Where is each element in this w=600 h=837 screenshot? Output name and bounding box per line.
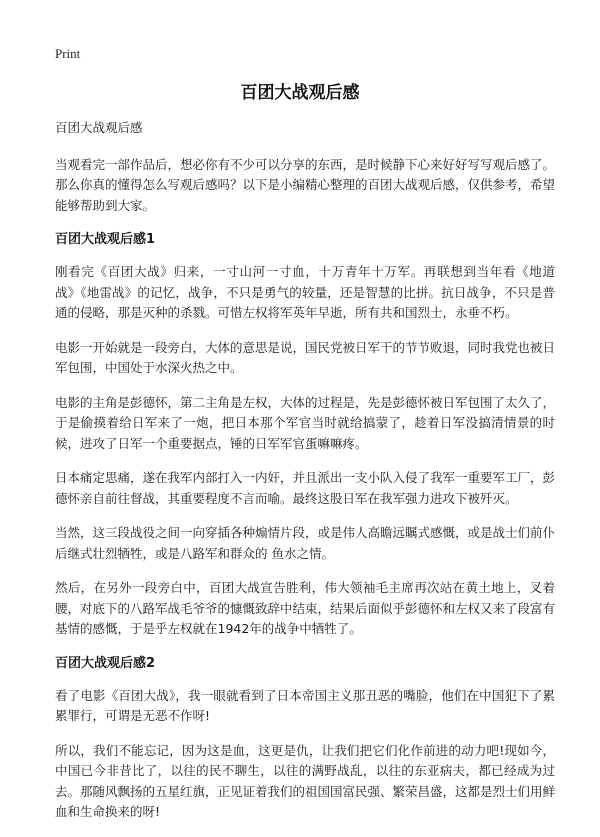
section-1-paragraph-6: 然后，在另外一段旁白中，百团大战宣告胜利，伟大领袖毛主席再次站在黄土地上，叉着腰，对底下的八路军战毛爷爷的慷慨致辞中结束，结果后面似乎彭德怀和左权又来了段富有基情的感慨，于是乎左权就在1942年的战争中牺牲了。 xyxy=(55,580,556,636)
section-1-paragraph-5: 当然，这三段战役之间一向穿插各种煽情片段，或是伟人高瞻远瞩式感慨，或是战士们前仆后继式壮烈牺牲，或是八路军和群众的 鱼水之情。 xyxy=(55,525,556,561)
section-heading-2: 百团大战观后感2 xyxy=(55,655,156,671)
section-heading-1: 百团大战观后感1 xyxy=(55,232,156,247)
section-2-paragraph-2: 所以，我们不能忘记，因为这是血，这更是仇，让我们把它们化作前进的动力吧!现如今，中国已今非昔比了，以往的民不聊生，以往的满野战乱，以往的东亚病夫，都已经成为过去。那随风飘扬的五星红旗，正见证着我们的祖国国富民强、繁荣昌盛，这都是烈士们用鲜血和生命换来的呀! xyxy=(55,742,556,819)
article-subtitle: 百团大战观后感 xyxy=(55,120,143,135)
intro-paragraph: 当观看完一部作品后，想必你有不少可以分享的东西，是时候静下心来好好写写观后感了。那么你真的懂得怎么写观后感吗？以下是小编精心整理的百团大战观后感，仅供参考，希望能够帮助到大家。 xyxy=(55,156,556,213)
article-body xyxy=(55,118,555,837)
page-title: 百团大战观后感 xyxy=(240,83,360,103)
section-2-paragraph-1: 看了电影《百团大战》，我一眼就看到了日本帝国主义那丑恶的嘴脸，他们在中国犯下了累累罪行，可谓是无恶不作呀! xyxy=(55,687,555,723)
section-1-paragraph-3: 电影的主角是彭德怀，第二主角是左权，大体的过程是，先是彭德怀被日军包围了太久了，于是偷摸着给日军来了一炮，把日本那个军官当时就给搞蒙了，趁着日军没搞清情景的时候，进攻了日军一个重要据点，锤的日军军官蛋嘛嘛疼。 xyxy=(55,394,556,451)
section-1-paragraph-1: 刚看完《百团大战》归来，一寸山河一寸血，十万青年十万军。再联想到当年看《地道战》《地雷战》的记忆，战争，不只是勇气的较量，还是智慧的比拼。抗日战争，不只是普通的侵略，那是灭种的杀戮。可惜左权将军英年早逝，所有共和国烈士，永垂不朽。 xyxy=(55,264,555,320)
section-1-paragraph-2: 电影一开始就是一段旁白，大体的意思是说，国民党被日军干的节节败退，同时我党也被日军包围，中国处于水深火热之中。 xyxy=(55,339,556,375)
section-1-paragraph-4: 日本痛定思痛，遂在我军内部打入一内奸，并且派出一支小队入侵了我军一重要军工厂，彭德怀亲自前往督战，其重要程度不言而喻。最终这股日军在我军强力进攻下被歼灭。 xyxy=(55,470,556,506)
print-link[interactable]: Print xyxy=(55,46,81,61)
